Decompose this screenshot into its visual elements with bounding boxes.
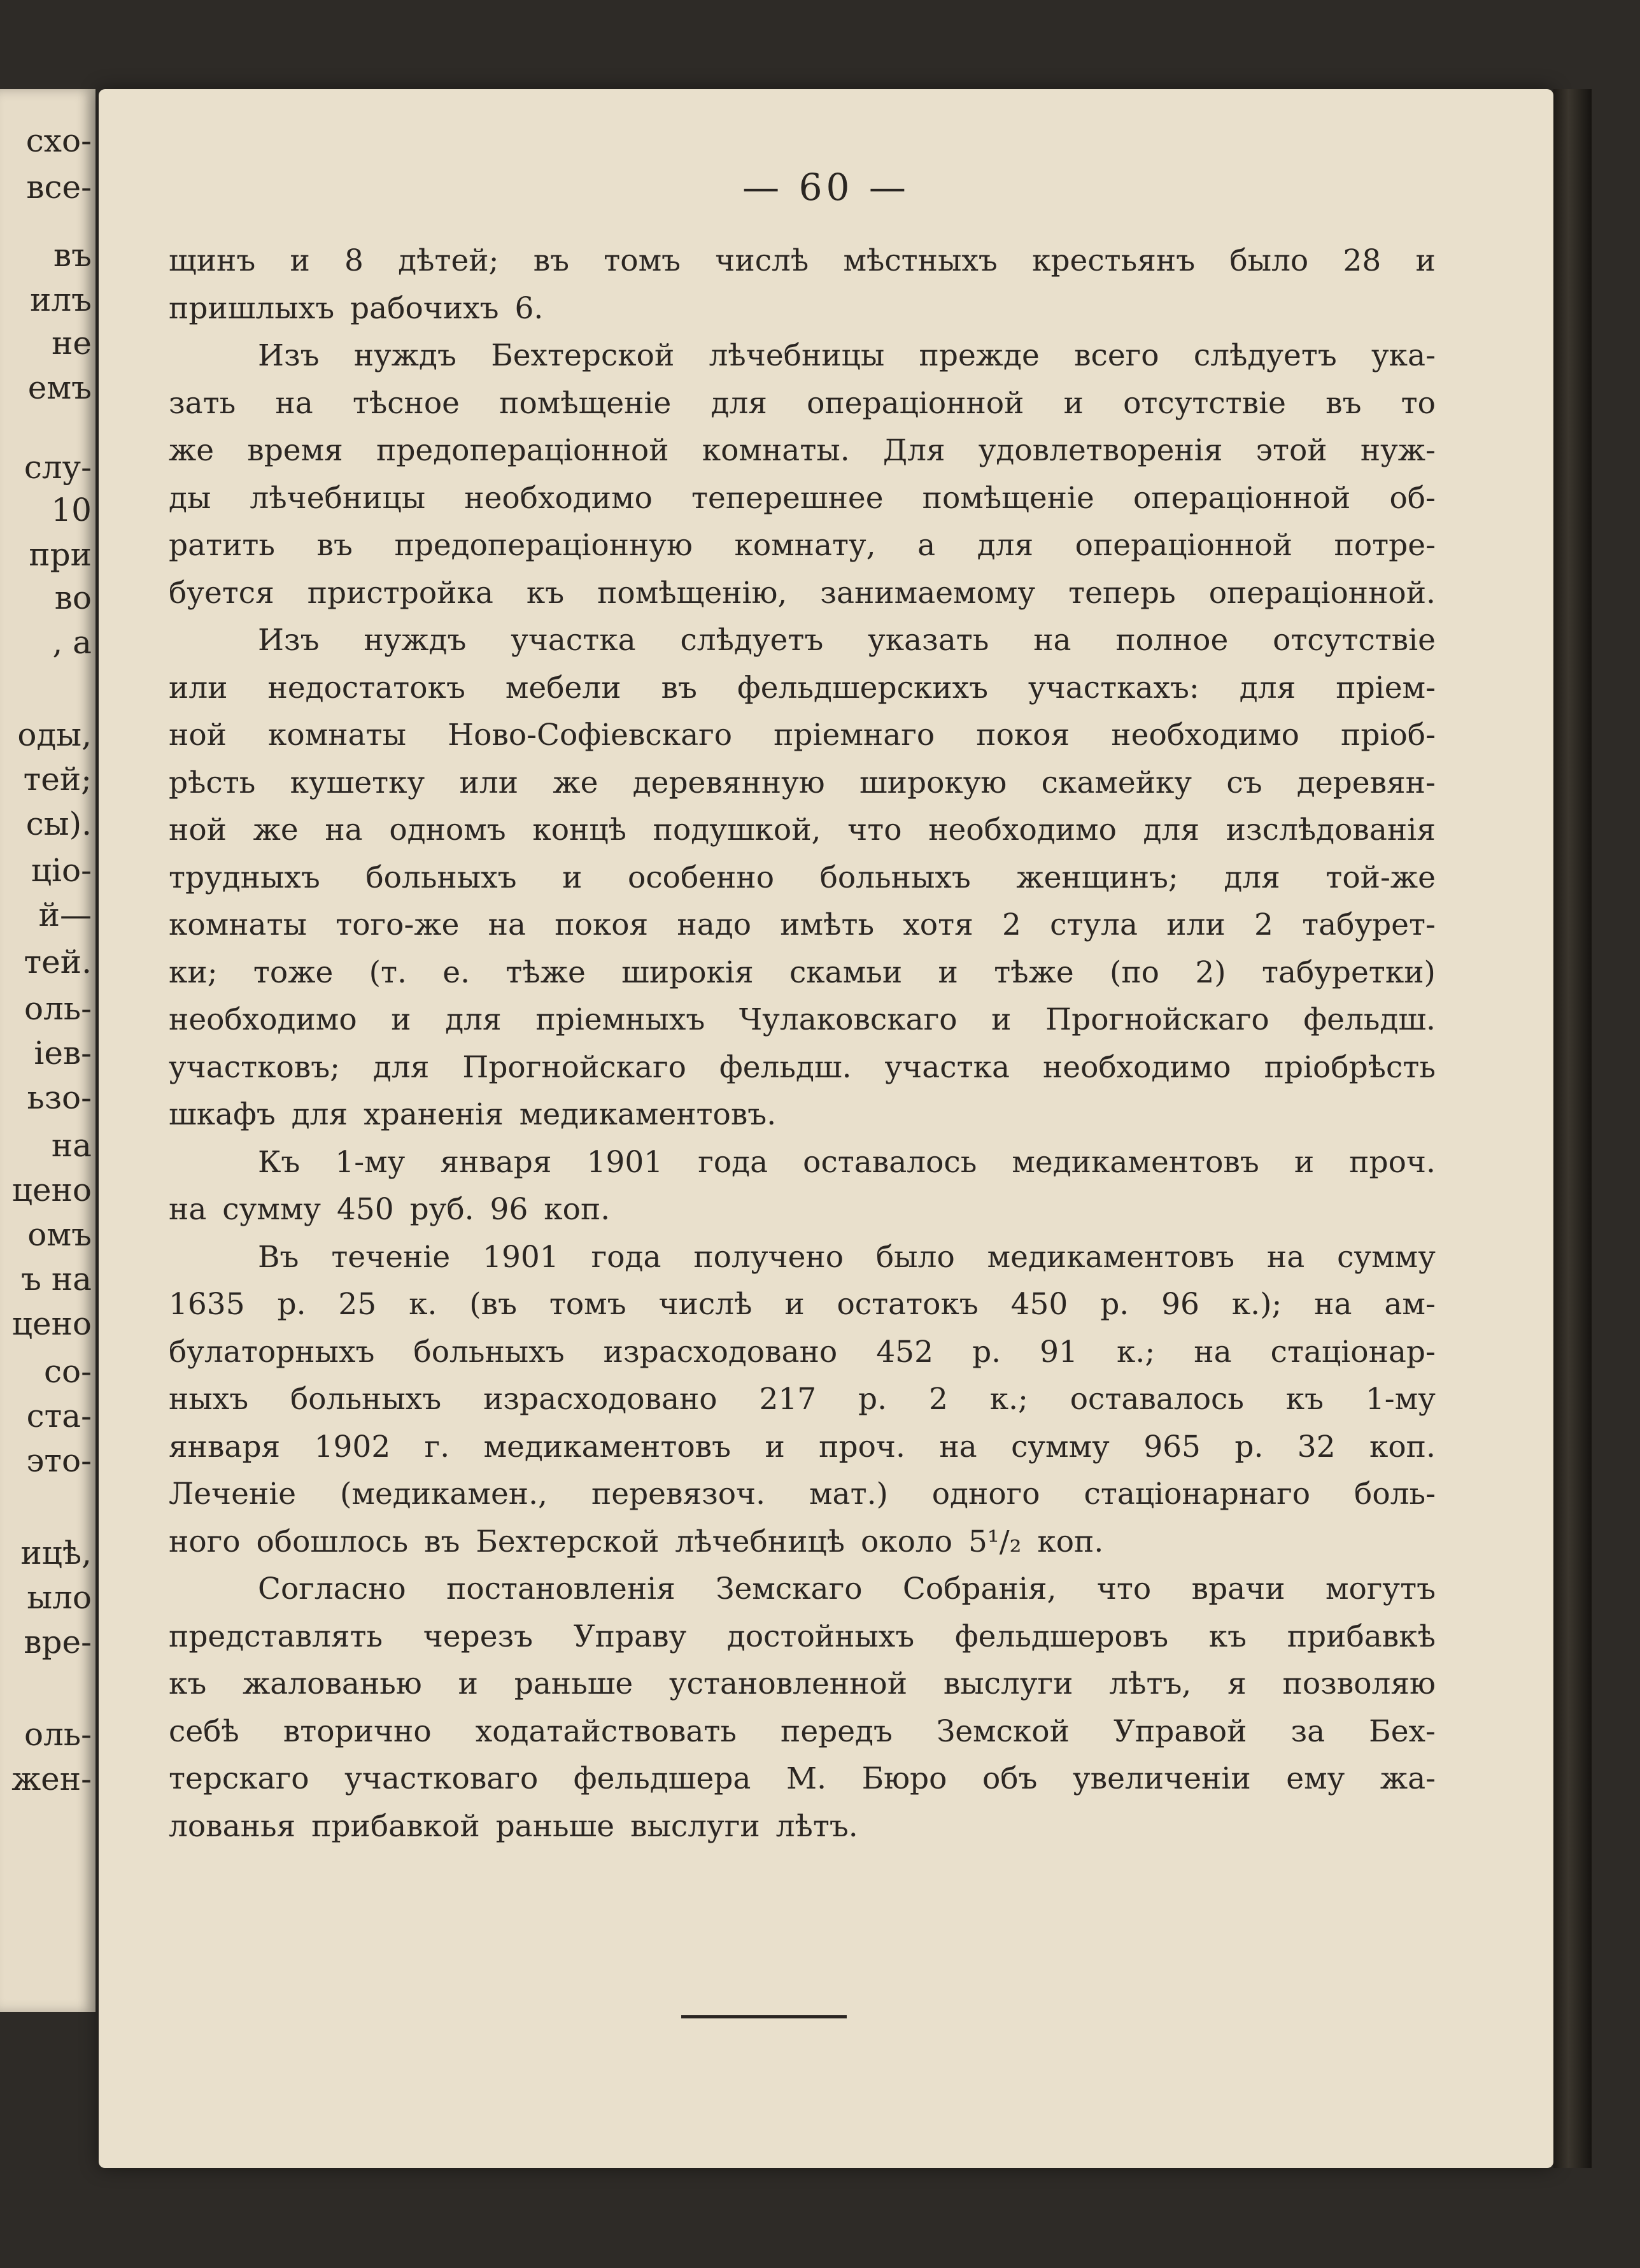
text-line: шкафъ для храненія медикаментовъ.	[169, 1097, 777, 1132]
text-line: Леченіе (медикамен., перевязоч. мат.) одного стаціонарнаго боль-	[169, 1477, 1436, 1512]
text-line: ды лѣчебницы необходимо теперешнее помѣщеніе операціонной об-	[169, 480, 1436, 516]
text-line: зать на тѣсное помѣщеніе для операціонной и отсутствіе въ то	[169, 385, 1436, 421]
left-page-fragment: цено	[11, 1172, 92, 1208]
left-page-fragment: омъ	[27, 1216, 92, 1253]
left-page-fragment: все-	[26, 169, 92, 206]
section-rule	[681, 2015, 847, 2018]
left-page-fragment: это-	[26, 1442, 92, 1479]
left-page-fragment: тей;	[23, 761, 92, 798]
text-line: 1635 р. 25 к. (въ томъ числѣ и остатокъ 450 р. 96 к.); на ам-	[169, 1287, 1436, 1322]
text-line: булаторныхъ больныхъ израсходовано 452 р. 91 к.; на стаціонар-	[169, 1334, 1436, 1370]
left-page-fragment: цено	[11, 1305, 92, 1342]
left-page-fragment: оль-	[24, 1716, 92, 1753]
left-page-fragment: тей.	[24, 944, 92, 981]
left-page-fragment: оды,	[17, 716, 92, 753]
text-line: участковъ; для Прогнойскаго фельдш. участка необходимо пріобрѣсть	[169, 1049, 1436, 1085]
left-page-fragment: ціо-	[31, 852, 92, 889]
text-line: ратить въ предоперацiонную комнату, а для операціонной потре-	[169, 528, 1436, 563]
left-facing-page	[0, 89, 95, 2012]
text-line: лованья прибавкой раньше выслуги лѣтъ.	[169, 1808, 858, 1844]
text-line: Согласно постановленія Земскаго Собранія, что врачи могутъ	[258, 1571, 1436, 1606]
left-page-fragment: ыло	[27, 1579, 92, 1616]
left-page-fragment: 10	[51, 492, 92, 528]
text-line: пришлыхъ рабочихъ 6.	[169, 290, 544, 326]
text-line: ного обошлось въ Бехтерской лѣчебницѣ около 5¹/₂ коп.	[169, 1524, 1104, 1559]
left-page-fragment: емъ	[27, 369, 92, 406]
text-line: Въ теченіе 1901 года получено было медикаментовъ на сумму	[258, 1239, 1436, 1275]
text-line: себѣ вторично ходатайствовать передъ Земской Управой за Бех-	[169, 1713, 1436, 1749]
left-page-fragment: схо-	[25, 122, 92, 159]
body-text	[169, 243, 1436, 1856]
text-line: щинъ и 8 дѣтей; въ томъ числѣ мѣстныхъ крестьянъ было 28 и	[169, 243, 1436, 278]
left-page-fragment: ицѣ,	[20, 1534, 92, 1571]
text-line: трудныхъ больныхъ и особенно больныхъ женщинъ; для той-же	[169, 860, 1436, 895]
left-page-fragment: на	[51, 1127, 92, 1164]
left-page-fragment: вре-	[24, 1624, 92, 1661]
text-line: ной комнаты Ново-Софіевскаго пріемнаго покоя необходимо пріоб-	[169, 718, 1436, 753]
text-line: же время предоперацiонной комнаты. Для удовлетворенія этой нуж-	[169, 433, 1436, 468]
left-page-fragment: слу-	[24, 449, 92, 486]
text-line: ной же на одномъ концѣ подушкой, что необходимо для изслѣдованія	[169, 812, 1436, 847]
text-line: представлять черезъ Управу достойныхъ фельдшеровъ къ прибавкѣ	[169, 1619, 1436, 1654]
text-line: терскаго участковаго фельдшера М. Бюро объ увеличеніи ему жа-	[169, 1761, 1436, 1796]
text-line: на сумму 450 руб. 96 коп.	[169, 1192, 611, 1227]
page-number: — 60 —	[742, 166, 910, 209]
left-page-fragment: во	[54, 579, 92, 616]
left-page-fragment: сы).	[25, 805, 92, 842]
text-line: Изъ нуждъ Бехтерской лѣчебницы прежде всего слѣдуетъ ука-	[258, 338, 1436, 373]
text-line: Къ 1-му января 1901 года оставалось медикаментовъ и проч.	[258, 1144, 1436, 1180]
text-line: Изъ нуждъ участка слѣдуетъ указать на полное отсутствіе	[258, 623, 1436, 658]
text-line: января 1902 г. медикаментовъ и проч. на сумму 965 р. 32 коп.	[169, 1429, 1436, 1464]
left-page-fragment: въ	[53, 237, 92, 274]
left-page-fragment: при	[29, 536, 92, 573]
text-line: къ жалованью и раньше установленной выслуги лѣтъ, я позволяю	[169, 1666, 1436, 1701]
left-page-fragment: й—	[38, 897, 92, 933]
book-edge	[1553, 89, 1592, 2168]
text-line: рѣсть кушетку или же деревянную широкую скамейку съ деревян-	[169, 765, 1436, 800]
left-page-fragment: со-	[44, 1353, 92, 1390]
left-page-fragment: , а	[52, 624, 92, 661]
text-line: ныхъ больныхъ израсходовано 217 р. 2 к.; оставалось къ 1-му	[169, 1382, 1436, 1417]
left-page-fragment: іев-	[34, 1035, 92, 1072]
text-line: необходимо и для пріемныхъ Чулаковскаго и Прогнойскаго фельдш.	[169, 1002, 1436, 1037]
text-line: или недостатокъ мебели въ фельдшерскихъ участкахъ: для пріем-	[169, 670, 1436, 705]
book-page	[99, 89, 1553, 2168]
left-page-fragment: ста-	[26, 1398, 92, 1435]
text-line: буется пристройка къ помѣщенію, занимаемому теперь операціонной.	[169, 575, 1436, 611]
left-page-fragment: не	[52, 325, 92, 362]
left-page-fragment: оль-	[24, 990, 92, 1027]
text-line: ки; тоже (т. е. тѣже широкія скамьи и тѣже (по 2) табуретки)	[169, 954, 1436, 990]
left-page-fragment: ъ на	[21, 1261, 92, 1298]
left-page-fragment: жен-	[11, 1761, 92, 1797]
text-line: комнаты того-же на покоя надо имѣть хотя 2 стула или 2 табурет-	[169, 907, 1436, 942]
left-page-fragment: илъ	[30, 281, 92, 318]
left-page-fragment: ьзо-	[27, 1079, 92, 1116]
